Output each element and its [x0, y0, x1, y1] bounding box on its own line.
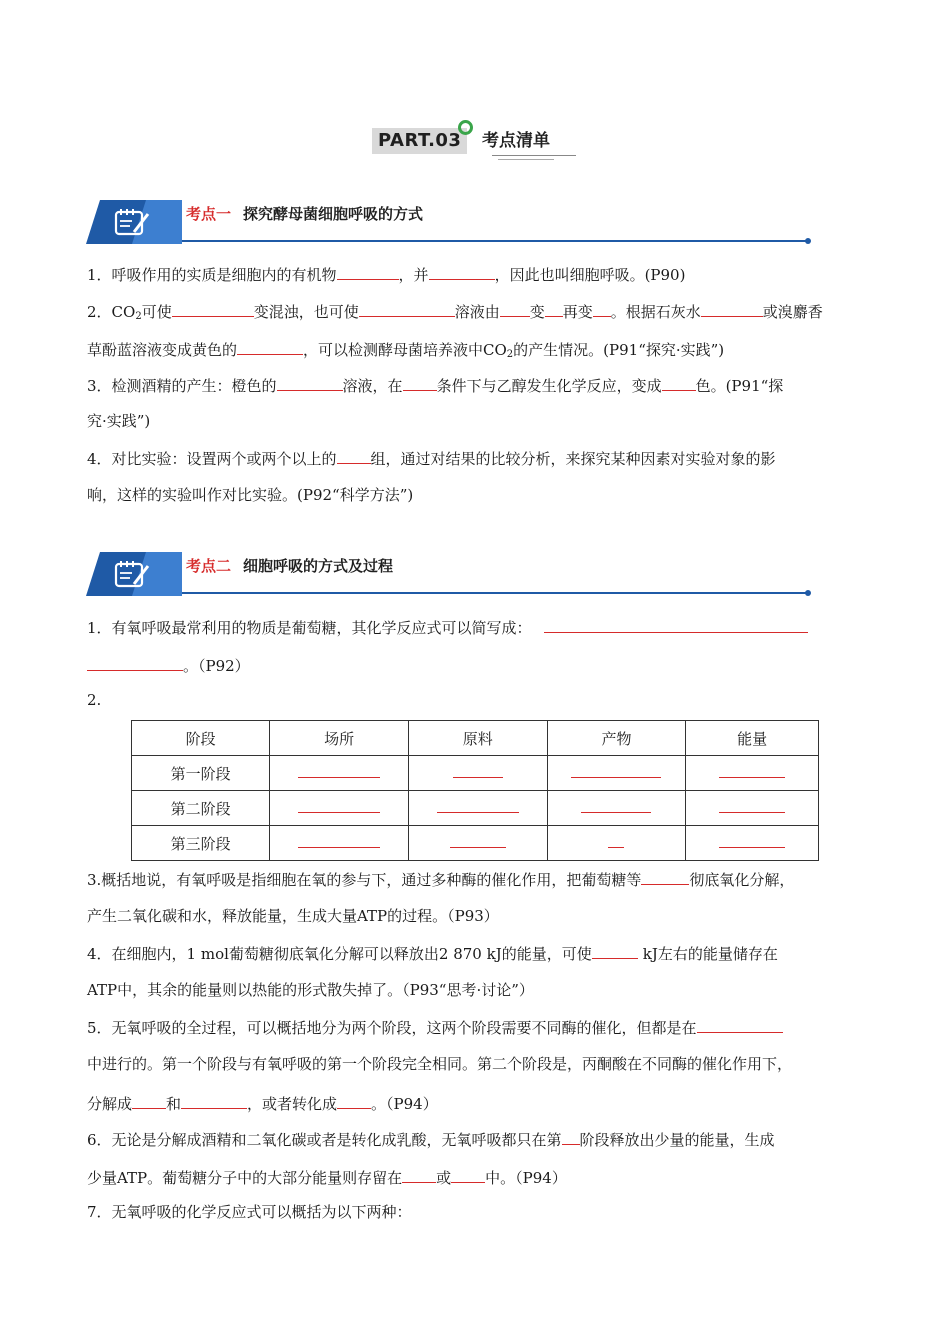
table-header: 阶段	[132, 721, 270, 756]
s1-item-3: 3．检测酒精的产生：橙色的 溶液，在 条件下与乙醇发生化学反应，变成 色。(P91“探	[87, 374, 783, 396]
section-header-2	[86, 552, 812, 598]
table-header: 产物	[547, 721, 686, 756]
table-header: 场所	[270, 721, 409, 756]
divider-dot	[805, 238, 811, 244]
respiration-stage-table	[131, 720, 819, 861]
s2-item-7: 7．无氧呼吸的化学反应式可以概括为以下两种：	[87, 1203, 412, 1221]
s2-item-5-line3: 分解成 和 ，或者转化成 。（P94）	[87, 1092, 438, 1114]
section-divider	[182, 592, 808, 594]
part-number: PART.03	[372, 128, 467, 154]
table-header-row	[132, 721, 819, 756]
section-title-1: 考点一 探究酵母菌细胞呼吸的方式	[186, 205, 424, 223]
s2-item-4: 4．在细胞内，1 mol葡萄糖彻底氧化分解可以释放出2 870 kJ的能量，可使 kJ左右的能量储存在	[87, 942, 778, 964]
table-row	[132, 826, 819, 861]
blank-cell	[686, 826, 819, 861]
s1-item-4-line2: 响，这样的实验叫作对比实验。(P92“科学方法”)	[87, 486, 414, 504]
blank-cell	[547, 756, 686, 791]
section-divider	[182, 240, 808, 242]
stage-label: 第一阶段	[132, 756, 270, 791]
section-title-2: 考点二 细胞呼吸的方式及过程	[186, 557, 394, 575]
s1-item-3-line2: 究·实践”)	[87, 412, 151, 430]
table-row	[132, 756, 819, 791]
blank-cell	[686, 756, 819, 791]
s1-item-2-line2: 草酚蓝溶液变成黄色的 ，可以检测酵母菌培养液中$CO_2$的产生情况。(P91“探究·实践”)	[87, 338, 724, 365]
part-banner	[372, 126, 582, 158]
divider-dot	[805, 590, 811, 596]
blank-cell	[408, 791, 547, 826]
notebook-pencil-icon	[86, 200, 182, 244]
table-row	[132, 791, 819, 826]
s2-item-6: 6．无论是分解成酒精和二氧化碳或者是转化成乳酸，无氧呼吸都只在第 阶段释放出少量的能量，生成	[87, 1128, 775, 1150]
s2-item-6-line2: 少量ATP。葡萄糖分子中的大部分能量则存留在 或 中。（P94）	[87, 1166, 567, 1188]
s2-item-5-line2: 中进行的。第一个阶段与有氧呼吸的第一个阶段完全相同。第二个阶段是，丙酮酸在不同酶的催化作用下，	[87, 1055, 793, 1073]
green-ring-icon	[458, 120, 473, 135]
notebook-pencil-icon	[86, 552, 182, 596]
s2-item-2: 2.	[87, 691, 102, 709]
stage-label: 第三阶段	[132, 826, 270, 861]
blank-cell	[686, 791, 819, 826]
s1-item-4: 4．对比实验：设置两个或两个以上的 组，通过对结果的比较分析，来探究某种因素对实验对象的影	[87, 447, 776, 469]
blank-cell	[408, 756, 547, 791]
s2-item-5: 5．无氧呼吸的全过程，可以概括地分为两个阶段，这两个阶段需要不同酶的催化，但都是在	[87, 1016, 783, 1038]
table-header: 能量	[686, 721, 819, 756]
s2-item-3: 3.概括地说，有氧呼吸是指细胞在氧的参与下，通过多种酶的催化作用，把葡萄糖等 彻底氧化分解，	[87, 868, 794, 890]
s1-item-1: 1．呼吸作用的实质是细胞内的有机物 ，并 ，因此也叫细胞呼吸。(P90)	[87, 263, 685, 285]
part-title: 考点清单	[482, 131, 550, 151]
blank-cell	[408, 826, 547, 861]
blank-cell	[270, 826, 409, 861]
s1-item-2: 2．$CO_2$可使 变混浊，也可使 溶液由 变 再变 。根据石灰水 或溴麝香	[87, 300, 823, 327]
title-underline-2	[498, 159, 554, 160]
blank-cell	[270, 791, 409, 826]
stage-label: 第二阶段	[132, 791, 270, 826]
blank-cell	[270, 756, 409, 791]
table-header: 原料	[408, 721, 547, 756]
section-header-1	[86, 200, 812, 246]
s2-item-1: 1．有氧呼吸最常利用的物质是葡萄糖，其化学反应式可以简写成：	[87, 616, 808, 638]
s2-item-3-line2: 产生二氧化碳和水，释放能量，生成大量ATP的过程。（P93）	[87, 907, 499, 925]
blank-cell	[547, 791, 686, 826]
s2-item-1-line2: 。（P92）	[87, 654, 250, 676]
title-underline	[492, 155, 576, 156]
s2-item-4-line2: ATP中，其余的能量则以热能的形式散失掉了。（P93“思考·讨论”）	[87, 981, 534, 999]
blank-cell	[547, 826, 686, 861]
